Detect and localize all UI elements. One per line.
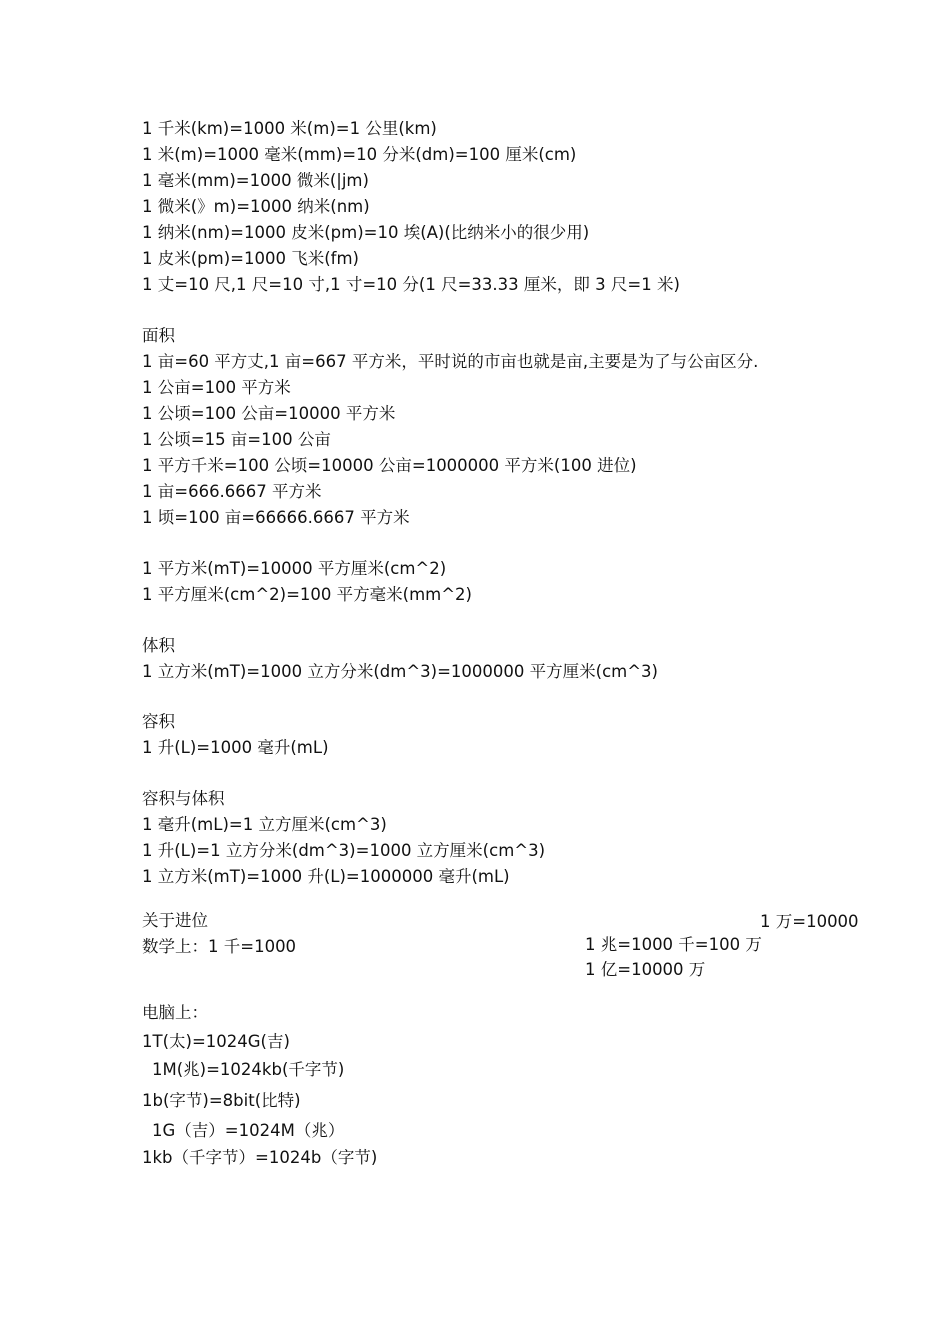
area-line-7: 1 顷=100 亩=66666.6667 平方米 [142,508,410,527]
length-line-5: 1 纳米(nm)=1000 皮米(pm)=10 埃(A)(比纳米小的很少用) [142,223,590,242]
carry-wan-line: 1 万=10000 [760,912,859,931]
computer-heading: 电脑上： [142,1003,208,1022]
area-line-2: 1 公亩=100 平方米 [142,378,291,397]
computer-line-2: 1M(兆)=1024kb(千字节) [152,1060,345,1079]
volume-heading: 体积 [142,636,175,655]
carry-yi-line: 1 亿=10000 万 [585,960,706,979]
length-line-4: 1 微米(》m)=1000 纳米(nm) [142,197,370,216]
area-line-8: 1 平方米(mT)=10000 平方厘米(cm^2) [142,559,447,578]
length-line-1: 1 千米(km)=1000 米(m)=1 公里(km) [142,119,437,138]
carry-zhao-line: 1 兆=1000 千=100 万 [585,935,762,954]
computer-line-3: 1b(字节)=8bit(比特) [142,1091,301,1110]
area-heading: 面积 [142,326,175,345]
area-line-1: 1 亩=60 平方丈,1 亩=667 平方米，平时说的市亩也就是亩,主要是为了与公亩区分. [142,352,759,371]
computer-line-1: 1T(太)=1024G(吉) [142,1032,290,1051]
carry-math-line: 数学上：1 千=1000 [142,937,297,956]
capacity-volume-line-3: 1 立方米(mT)=1000 升(L)=1000000 毫升(mL) [142,867,510,886]
computer-line-4: 1G（吉）=1024M（兆） [152,1121,345,1140]
length-line-3: 1 毫米(mm)=1000 微米(|jm) [142,171,369,190]
length-line-6: 1 皮米(pm)=1000 飞米(fm) [142,249,359,268]
capacity-line-1: 1 升(L)=1000 毫升(mL) [142,738,329,757]
computer-line-5: 1kb（千字节）=1024b（字节) [142,1148,378,1167]
area-line-6: 1 亩=666.6667 平方米 [142,482,322,501]
area-line-4: 1 公顷=15 亩=100 公亩 [142,430,331,449]
area-line-3: 1 公顷=100 公亩=10000 平方米 [142,404,396,423]
area-line-9: 1 平方厘米(cm^2)=100 平方毫米(mm^2) [142,585,472,604]
capacity-heading: 容积 [142,712,175,731]
volume-line-1: 1 立方米(mT)=1000 立方分米(dm^3)=1000000 平方厘米(cm^3) [142,662,658,681]
length-line-7: 1 丈=10 尺,1 尺=10 寸,1 寸=10 分(1 尺=33.33 厘米，即 3 尺=1 米) [142,275,680,294]
capacity-volume-line-2: 1 升(L)=1 立方分米(dm^3)=1000 立方厘米(cm^3) [142,841,546,860]
area-line-5: 1 平方千米=100 公顷=10000 公亩=1000000 平方米(100 进位) [142,456,637,475]
capacity-volume-line-1: 1 毫升(mL)=1 立方厘米(cm^3) [142,815,387,834]
carry-heading: 关于进位 [142,911,208,930]
capacity-volume-heading: 容积与体积 [142,789,225,808]
length-line-2: 1 米(m)=1000 毫米(mm)=10 分米(dm)=100 厘米(cm) [142,145,577,164]
